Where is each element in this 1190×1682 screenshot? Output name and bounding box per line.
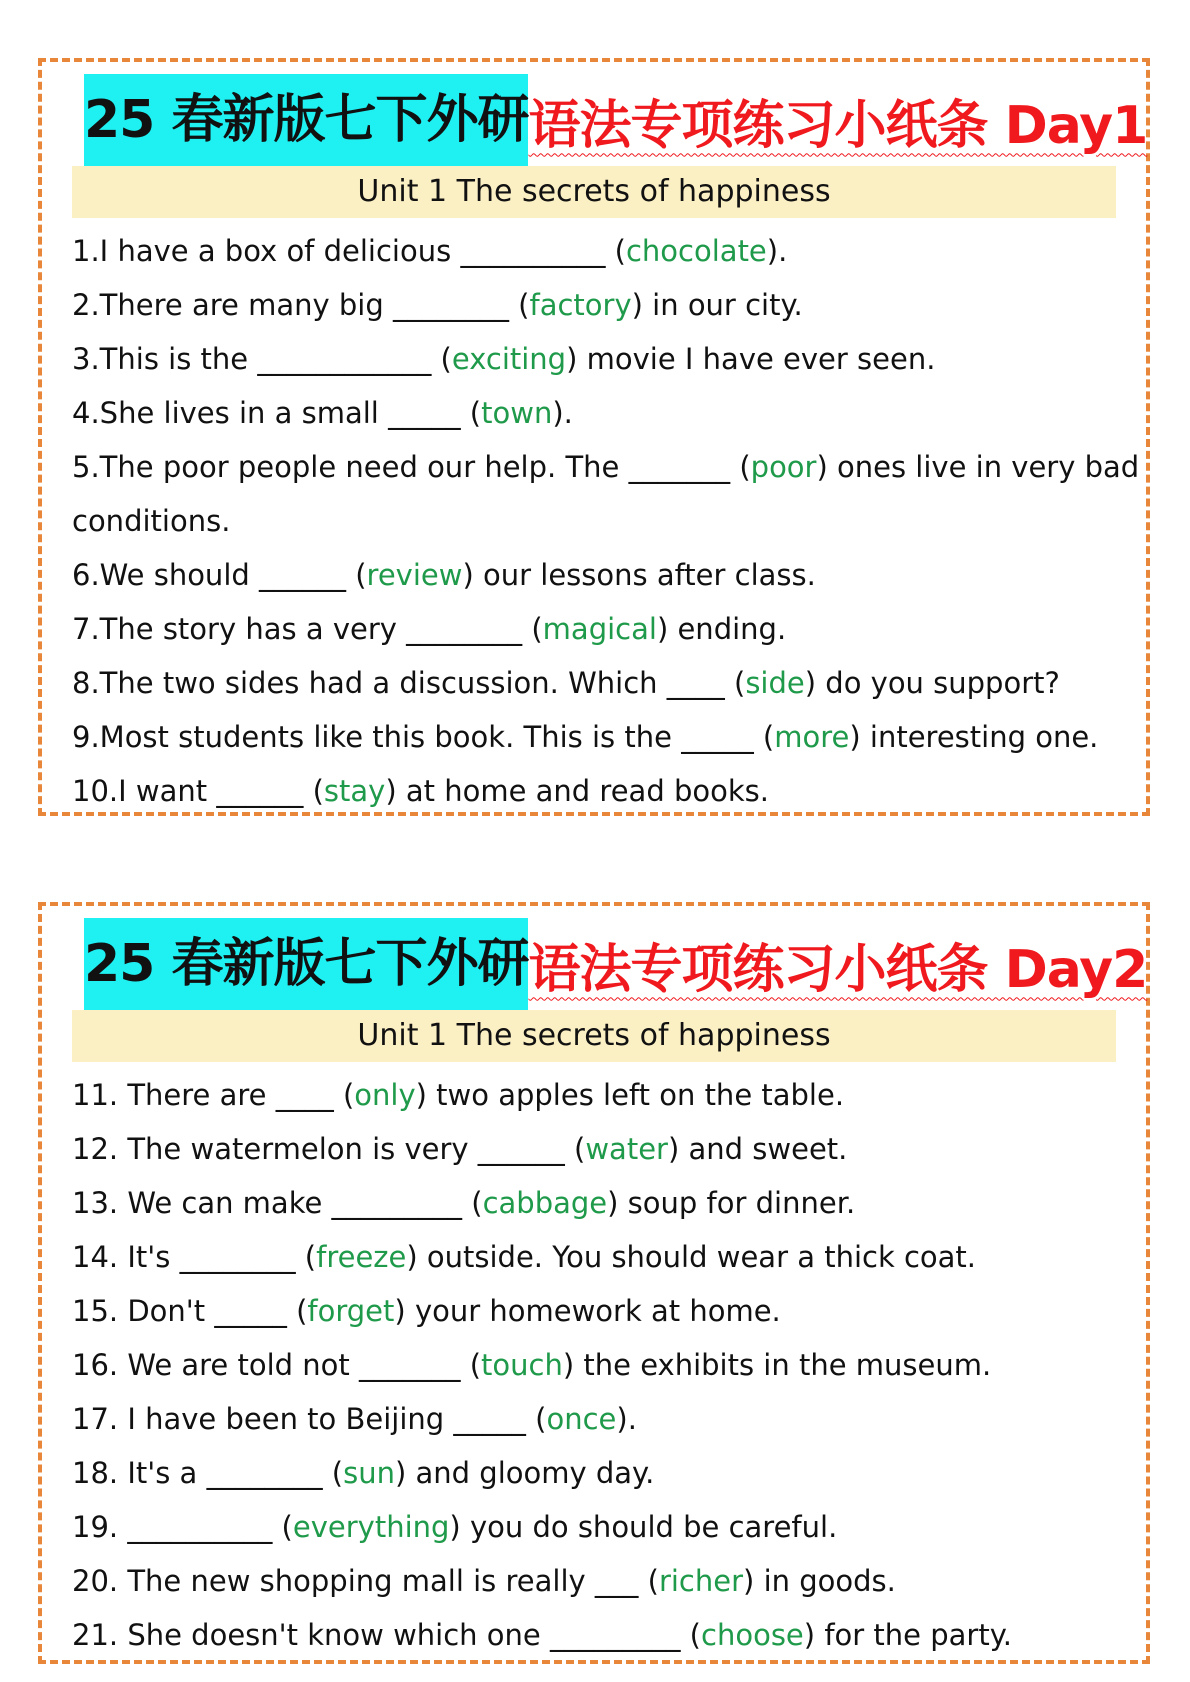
card-title [84, 74, 1147, 166]
hint-word: touch [481, 1348, 563, 1382]
question-item: 19. __________ (everything) you do should be careful. [72, 1510, 838, 1544]
title-red: 语法专项练习小纸条 Day1 [528, 95, 1148, 156]
question-tail: ) interesting one. [849, 720, 1099, 754]
answer-blank[interactable]: ____ [666, 666, 725, 700]
title-highlight: 25 春新版七下外研 [84, 918, 528, 1010]
question-tail: ) the exhibits in the museum. [562, 1348, 992, 1382]
question-text: 19. [72, 1510, 128, 1544]
answer-blank[interactable]: _____ [214, 1294, 287, 1328]
hint-word: more [774, 720, 850, 754]
answer-blank[interactable]: _________ [331, 1186, 463, 1220]
question-item: 12. The watermelon is very ______ (water) and sweet. [72, 1132, 848, 1166]
answer-blank[interactable]: ____ [275, 1078, 334, 1112]
question-item: 16. We are told not _______ (touch) the exhibits in the museum. [72, 1348, 992, 1382]
answer-blank[interactable]: ____________ [257, 342, 432, 376]
question-tail: ) movie I have ever seen. [566, 342, 936, 376]
question-item: 3.This is the ____________ (exciting) movie I have ever seen. [72, 342, 936, 376]
hint-word: freeze [316, 1240, 407, 1274]
answer-blank[interactable]: ________ [179, 1240, 296, 1274]
question-item: 10.I want ______ (stay) at home and read books. [72, 774, 769, 808]
question-tail: ) you do should be careful. [449, 1510, 838, 1544]
question-text: 15. Don't [72, 1294, 215, 1328]
title-red: 语法专项练习小纸条 Day2 [528, 939, 1148, 1000]
question-text: 4.She lives in a small [72, 396, 389, 430]
answer-blank[interactable]: ________ [392, 288, 509, 322]
question-tail: ) our lessons after class. [462, 558, 816, 592]
question-tail: ) two apples left on the table. [415, 1078, 845, 1112]
question-text: 5.The poor people need our help. The [72, 450, 629, 484]
question-text: 11. There are [72, 1078, 276, 1112]
answer-blank[interactable]: _____ [453, 1402, 526, 1436]
hint-word: water [585, 1132, 668, 1166]
hint-word: only [354, 1078, 416, 1112]
question-item: 20. The new shopping mall is really ___ (richer) in goods. [72, 1564, 896, 1598]
answer-blank[interactable]: ________ [206, 1456, 323, 1490]
hint-word: once [546, 1402, 617, 1436]
question-item: 1.I have a box of delicious __________ (chocolate). [72, 234, 788, 268]
question-text: 17. I have been to Beijing [72, 1402, 454, 1436]
title-highlight: 25 春新版七下外研 [84, 74, 528, 166]
question-item: 18. It's a ________ (sun) and gloomy day. [72, 1456, 655, 1490]
question-text: 18. It's a [72, 1456, 207, 1490]
answer-blank[interactable]: ______ [477, 1132, 565, 1166]
question-text: 20. The new shopping mall is really [72, 1564, 595, 1598]
hint-word: forget [307, 1294, 395, 1328]
question-text: 16. We are told not [72, 1348, 359, 1382]
question-item: 21. She doesn't know which one _________ (choose) for the party. [72, 1618, 1012, 1652]
answer-blank[interactable]: _________ [549, 1618, 681, 1652]
hint-word: poor [750, 450, 817, 484]
question-tail: ) outside. You should wear a thick coat. [406, 1240, 977, 1274]
question-tail: ) for the party. [803, 1618, 1012, 1652]
question-text: 12. The watermelon is very [72, 1132, 478, 1166]
question-item: 8.The two sides had a discussion. Which ____ (side) do you support? [72, 666, 1060, 700]
hint-word: richer [658, 1564, 744, 1598]
question-text: 2.There are many big [72, 288, 393, 322]
question-item: 5.The poor people need our help. The _______ (poor) ones live in very bad [72, 450, 1140, 484]
question-tail: ). [766, 234, 788, 268]
question-tail: ) your homework at home. [394, 1294, 781, 1328]
question-text: 14. It's [72, 1240, 180, 1274]
question-tail: ) ones live in very bad [816, 450, 1140, 484]
hint-word: side [745, 666, 805, 700]
question-tail: ) and sweet. [667, 1132, 848, 1166]
question-tail: ). [616, 1402, 637, 1436]
hint-word: factory [529, 288, 632, 322]
hint-word: review [366, 558, 463, 592]
question-list [72, 1068, 1126, 1662]
answer-blank[interactable]: ___ [594, 1564, 639, 1598]
question-item: 13. We can make _________ (cabbage) soup for dinner. [72, 1186, 856, 1220]
question-tail: ) and gloomy day. [394, 1456, 655, 1490]
question-tail: ) do you support? [804, 666, 1060, 700]
hint-word: chocolate [625, 234, 767, 268]
question-tail: ). [552, 396, 573, 430]
question-text: 9.Most students like this book. This is the [72, 720, 682, 754]
question-item: 7.The story has a very ________ (magical) ending. [72, 612, 787, 646]
question-item: 14. It's ________ (freeze) outside. You should wear a thick coat. [72, 1240, 977, 1274]
question-list [72, 224, 1140, 818]
question-item: 15. Don't _____ (forget) your homework at home. [72, 1294, 781, 1328]
question-item: 11. There are ____ (only) two apples left on the table. [72, 1078, 845, 1112]
question-tail: ) in our city. [631, 288, 803, 322]
question-tail: ) soup for dinner. [607, 1186, 856, 1220]
hint-word: exciting [451, 342, 567, 376]
question-text: conditions. [72, 504, 231, 538]
hint-word: town [481, 396, 553, 430]
question-text: 1.I have a box of delicious [72, 234, 461, 268]
hint-word: choose [701, 1618, 804, 1652]
question-item: 6.We should ______ (review) our lessons after class. [72, 558, 816, 592]
question-text: 6.We should [72, 558, 259, 592]
answer-blank[interactable]: _______ [359, 1348, 461, 1382]
question-text: 7.The story has a very [72, 612, 407, 646]
question-item [72, 494, 1126, 548]
hint-word: sun [343, 1456, 395, 1490]
question-text: 10.I want [72, 774, 217, 808]
question-text: 13. We can make [72, 1186, 332, 1220]
question-tail: ) ending. [656, 612, 787, 646]
answer-blank[interactable]: __________ [460, 234, 606, 268]
question-item: 2.There are many big ________ (factory) in our city. [72, 288, 803, 322]
unit-banner: Unit 1 The secrets of happiness [72, 1010, 1116, 1062]
question-item: 4.She lives in a small _____ (town). [72, 396, 573, 430]
question-tail: ) at home and read books. [385, 774, 769, 808]
worksheet-card-day1 [38, 58, 1150, 816]
card-title [84, 918, 1147, 1010]
hint-word: magical [542, 612, 657, 646]
question-text: 3.This is the [72, 342, 258, 376]
question-item: 17. I have been to Beijing _____ (once). [72, 1402, 637, 1436]
question-item: 9.Most students like this book. This is the _____ (more) interesting one. [72, 720, 1099, 754]
unit-banner: Unit 1 The secrets of happiness [72, 166, 1116, 218]
question-text: 21. She doesn't know which one [72, 1618, 550, 1652]
worksheet-card-day2 [38, 902, 1150, 1664]
answer-blank[interactable]: _______ [628, 450, 731, 484]
answer-blank[interactable]: _____ [681, 720, 754, 754]
question-text: 8.The two sides had a discussion. Which [72, 666, 667, 700]
hint-word: cabbage [482, 1186, 608, 1220]
answer-blank[interactable]: _____ [388, 396, 461, 430]
hint-word: stay [323, 774, 386, 808]
answer-blank[interactable]: ______ [216, 774, 304, 808]
answer-blank[interactable]: ______ [259, 558, 346, 592]
hint-word: everything [292, 1510, 450, 1544]
question-tail: ) in goods. [743, 1564, 896, 1598]
answer-blank[interactable]: ________ [406, 612, 523, 646]
answer-blank[interactable]: __________ [127, 1510, 273, 1544]
